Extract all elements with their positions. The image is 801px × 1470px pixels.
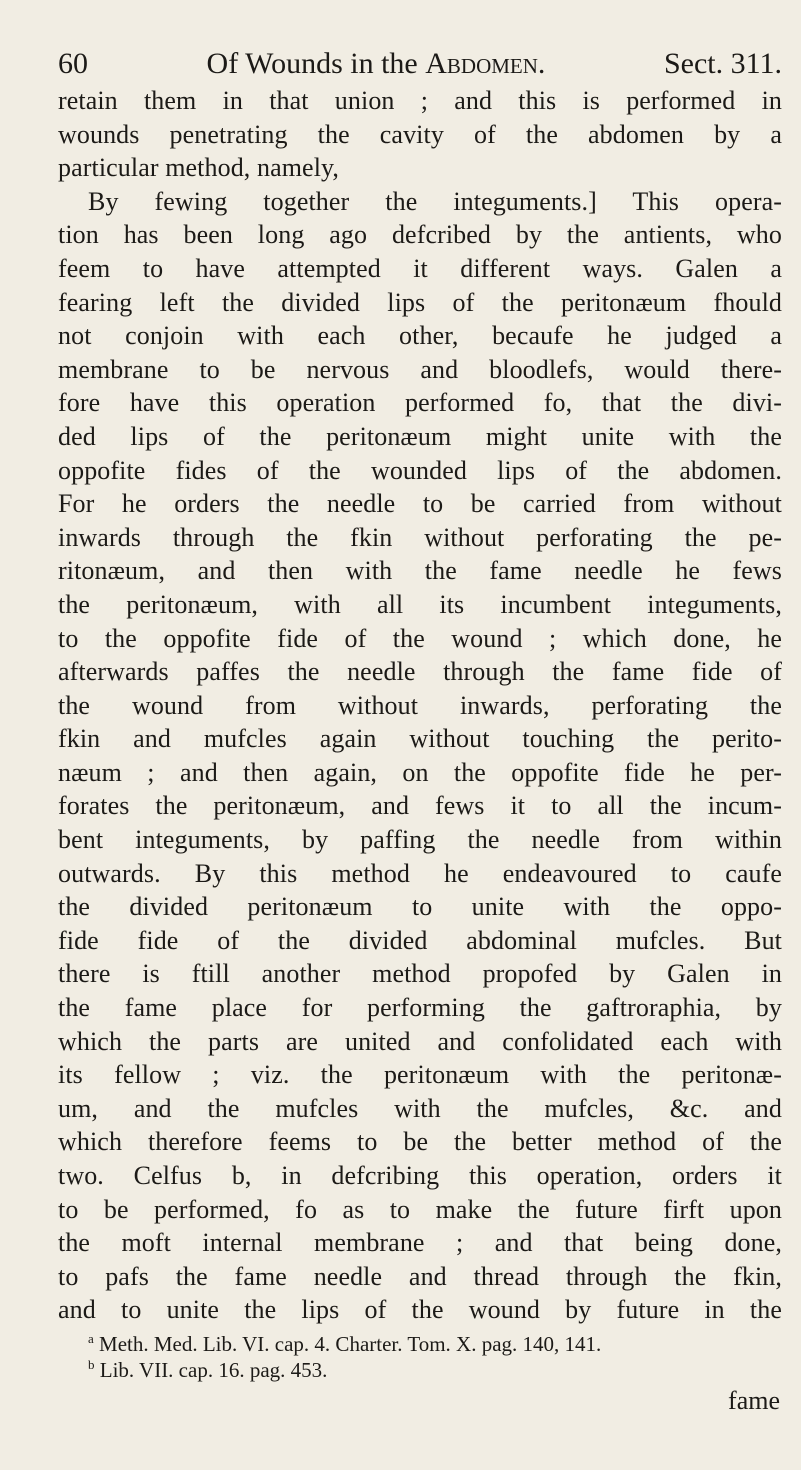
page-number: 60	[58, 47, 88, 80]
footnote-a	[88, 1331, 782, 1357]
text-line: the moft internal membrane ; and that being done,	[58, 1228, 782, 1258]
text-line: wounds penetrating the cavity of the abdomen by a	[58, 119, 782, 149]
text-line: bent integuments, by paffing the needle from within	[58, 825, 782, 855]
text-line: and to unite the lips of the wound by future in the	[58, 1295, 782, 1325]
text-line: næum ; and then again, on the oppofite fide he per-	[58, 757, 782, 787]
text-line: particular method, namely,	[58, 153, 340, 183]
text-line: fore have this operation performed fo, that the divi-	[58, 388, 782, 418]
text-line: retain them in that union ; and this is performed in	[58, 86, 782, 115]
text-line: which the parts are united and confolidated each with	[58, 1026, 782, 1056]
footnote-a-mark: a	[88, 1330, 94, 1346]
text-line: tion has been long ago defcribed by the antients, who	[58, 220, 782, 250]
text-line: its fellow ; viz. the peritonæum with the peritonæ-	[58, 1060, 782, 1090]
text-line: the wound from without inwards, perforating the	[58, 690, 782, 720]
text-line: to pafs the fame needle and thread through the fkin,	[58, 1261, 782, 1291]
footnote-a-text: Meth. Med. Lib. VI. cap. 4. Charter. Tom. X. pag. 140, 141.	[99, 1331, 602, 1356]
text-line: fkin and mufcles again without touching the perito-	[58, 724, 782, 754]
text-line: By fewing together the integuments.] This opera-	[88, 186, 782, 216]
footnote-b-mark: b	[88, 1356, 95, 1372]
text-line: to be performed, fo as to make the future firft upon	[58, 1194, 782, 1224]
text-line: um, and the mufcles with the mufcles, &c. and	[58, 1093, 782, 1123]
text-line: the fame place for performing the gaftroraphia, by	[58, 993, 782, 1023]
text-line: to the oppofite fide of the wound ; which done, he	[58, 623, 782, 653]
footnotes	[58, 1331, 782, 1383]
footnote-b	[88, 1357, 782, 1383]
text-line: the divided peritonæum to unite with the oppo-	[58, 892, 782, 922]
running-header	[58, 44, 782, 84]
text-line: For he orders the needle to be carried from without	[58, 489, 782, 519]
text-line: feem to have attempted it different ways. Galen a	[58, 253, 782, 283]
text-line: afterwards paffes the needle through the fame fide of	[58, 657, 782, 687]
text-line: ded lips of the peritonæum might unite with the	[58, 421, 782, 451]
text-line: there is ftill another method propofed by Galen in	[58, 959, 782, 989]
text-line: two. Celfus b, in defcribing this operation, orders it	[58, 1161, 782, 1190]
text-line: forates the peritonæum, and fews it to all the incum-	[58, 791, 782, 821]
text-line: not conjoin with each other, becaufe he judged a	[58, 321, 782, 351]
section-number: Sect. 311.	[663, 47, 782, 80]
footnote-b-text: Lib. VII. cap. 16. pag. 453.	[99, 1357, 328, 1382]
text-line: fide fide of the divided abdominal mufcles. But	[58, 925, 782, 955]
text-line: ritonæum, and then with the fame needle he fews	[58, 556, 782, 586]
text-line: oppofite fides of the wounded lips of the abdomen.	[58, 455, 782, 485]
text-line: which therefore feems to be the better method of the	[58, 1127, 782, 1157]
running-title-prefix: Of Wounds in the	[206, 47, 418, 80]
running-title-smallcaps: Abdomen.	[425, 47, 546, 80]
text-line: outwards. By this method he endeavoured to caufe	[58, 858, 782, 888]
running-title	[207, 44, 546, 84]
book-page	[58, 44, 782, 1417]
text-line: the peritonæum, with all its incumbent integuments,	[58, 589, 782, 619]
text-line: membrane to be nervous and bloodlefs, would there-	[58, 354, 782, 384]
body-text	[58, 84, 782, 1327]
catchword: fame	[728, 1385, 780, 1415]
text-line: inwards through the fkin without perforating the pe-	[58, 522, 782, 552]
text-line: fearing left the divided lips of the peritonæum fhould	[58, 287, 782, 317]
